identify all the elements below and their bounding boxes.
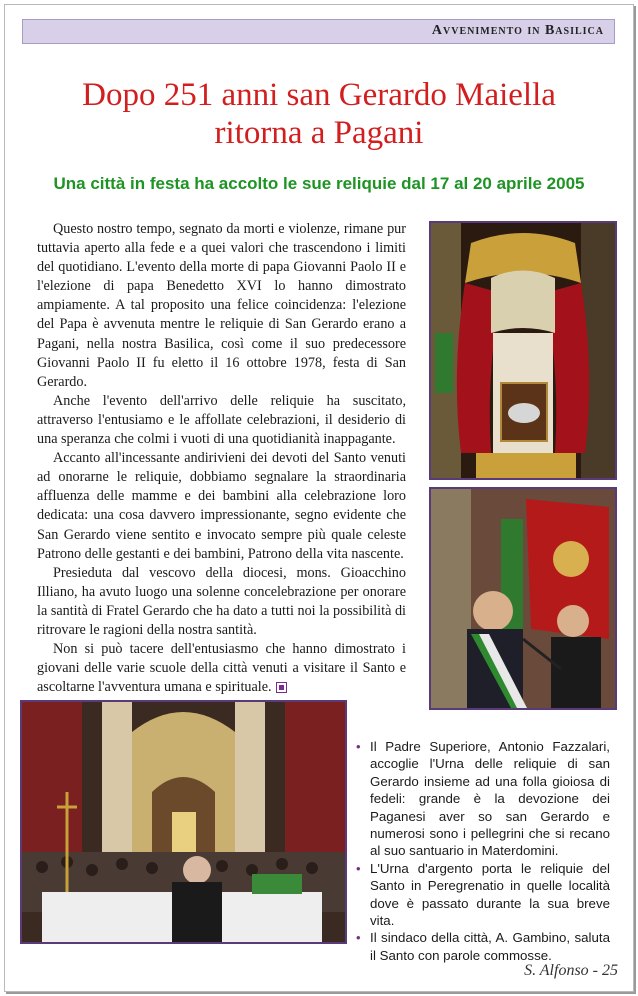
title-line-1: Dopo 251 anni san Gerardo Maiella bbox=[82, 77, 556, 113]
bullet-icon: • bbox=[356, 860, 361, 876]
caption-text: Il Padre Superiore, Antonio Fazzalari, accoglie l'Urna delle reliquie di san Gerardo insieme ad una folla gioiosa di fedeli: grande è la devozione dei Paganesi aver so san Gerardo e numerosi sono i pellegrini che si recano al suo santuario in Materdomini. bbox=[370, 739, 610, 859]
title-line-2: ritorna a Pagani bbox=[214, 115, 424, 151]
caption-item bbox=[354, 929, 610, 964]
caption-text: L'Urna d'argento porta le reliquie del Santo in Peregrenatio in quelle località dove è passato durante la sua breve vita. bbox=[370, 860, 610, 929]
section-banner bbox=[22, 19, 615, 44]
paragraph: Accanto all'incessante andirivieni dei devoti del Santo venuti ad onorarne le reliquie, dobbiamo segnalare la straordinaria affluenza delle mamme e dei bambini alla celebrazione loro dedicata: una cosa davvero impressionante, segno evidente che San Gerardo viene sentito e invocato sempre più quale celeste Patrono delle gestanti e dei bambini, Patrono della vita nascente. bbox=[37, 450, 406, 562]
photo-mayor bbox=[429, 487, 617, 710]
page-footer: S. Alfonso - 25 bbox=[524, 962, 618, 979]
photo-reliquary-urn bbox=[429, 221, 617, 480]
mayor-illustration bbox=[431, 489, 615, 708]
section-label: Avvenimento in Basilica bbox=[431, 23, 604, 38]
urn-illustration bbox=[431, 223, 615, 478]
caption-item bbox=[354, 738, 610, 860]
article-body bbox=[37, 220, 406, 697]
basilica-illustration bbox=[22, 702, 345, 942]
photo-captions bbox=[354, 738, 610, 964]
paragraph-last bbox=[37, 640, 406, 697]
article-subtitle: Una città in festa ha accolto le sue reliquie dal 17 al 20 aprile 2005 bbox=[53, 174, 585, 193]
bullet-icon: • bbox=[356, 930, 361, 946]
paragraph: Anche l'evento dell'arrivo delle reliquie ha suscitato, attraverso l'entusiamo e le affollate celebrazioni, il desiderio di una speranza che colmi i vuoti di una quotidianità inappagante. bbox=[37, 392, 406, 448]
bullet-icon: • bbox=[356, 739, 361, 754]
caption-item bbox=[354, 860, 610, 930]
caption-text: Il sindaco della città, A. Gambino, saluta il Santo con parole commosse. bbox=[370, 930, 610, 963]
end-mark-icon bbox=[276, 682, 287, 693]
article-title bbox=[0, 76, 638, 152]
paragraph: Presieduta dal vescovo della diocesi, mons. Gioacchino Illiano, ha avuto luogo una solenne concelebrazione per onorare la santità di Fratel Gerardo che ha dato a tutti noi la possibilità di ritrovare le ragioni della nostra santità. bbox=[37, 564, 406, 638]
photo-basilica-interior bbox=[20, 700, 347, 944]
paragraph-text: Non si può tacere dell'entusiasmo che hanno dimostrato i giovani delle varie scuole della città venuti a visitare il Santo e ascoltarne l'avventura umana e spirituale. bbox=[37, 641, 406, 696]
paragraph: Questo nostro tempo, segnato da morti e violenze, rimane pur tuttavia aperto alla fede e a quei valori che trascendono i limiti del quotidiano. L'evento della morte di papa Giovanni Paolo II e l'elezione di papa Benedetto XVI lo hanno dimostrato ampiamente. A tal proposito una felice coincidenza: l'elezione del Papa è avvenuta mentre le reliquie di San Gerardo erano a Pagani, nella nostra Basilica, così come il suo predecessore Giovanni Paolo II fu eletto il 16 ottobre 1978, festa di San Gerardo. bbox=[37, 221, 406, 390]
